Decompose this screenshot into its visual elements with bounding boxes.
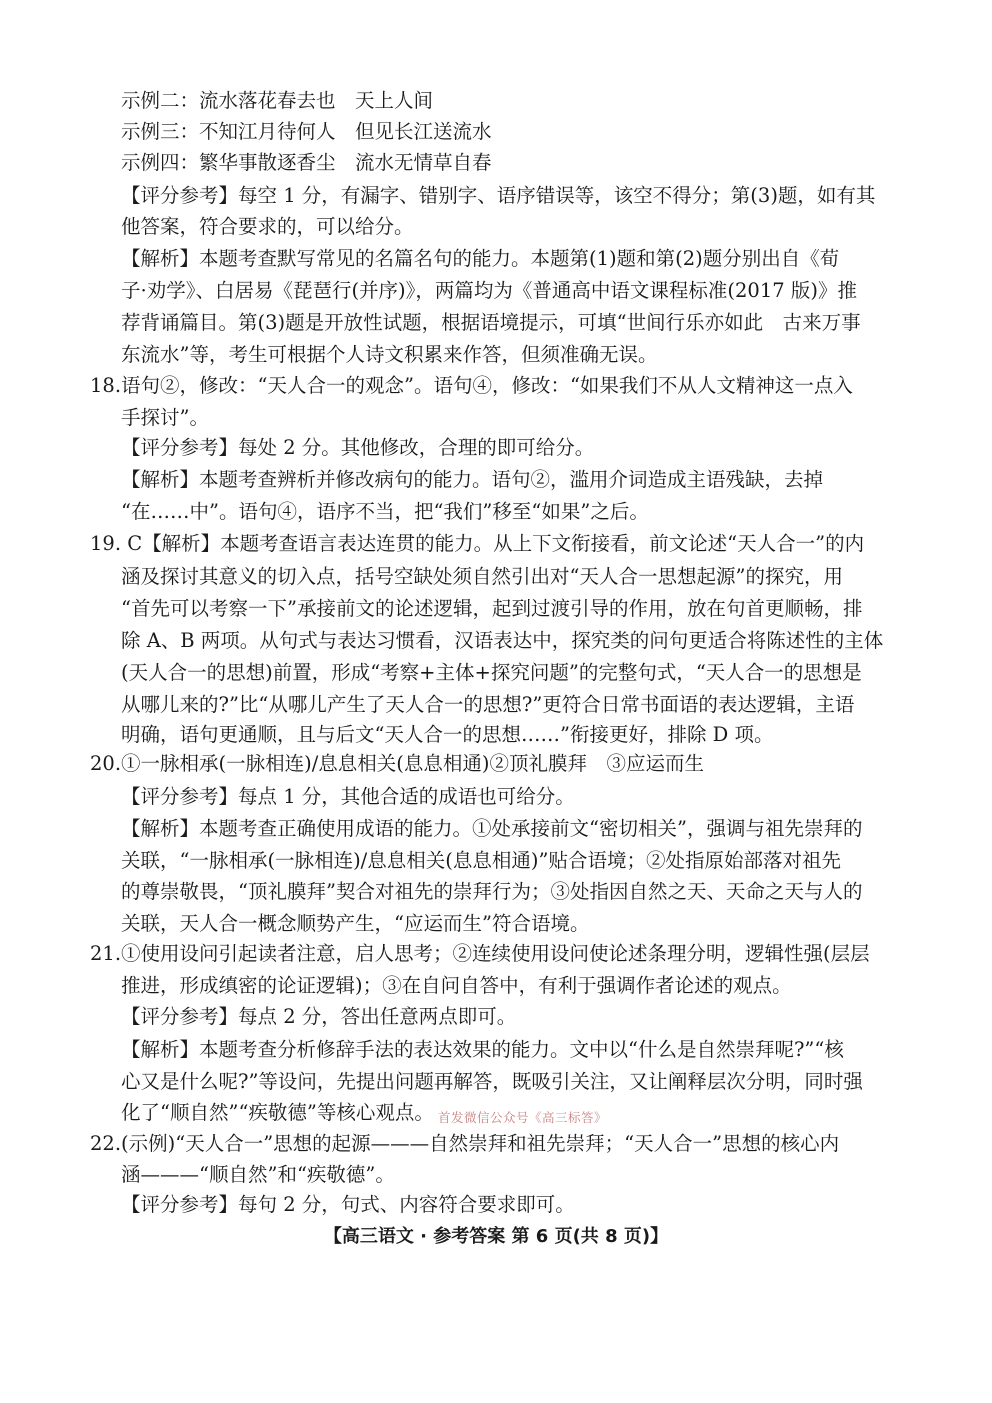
q20-answer: 20.①一脉相承(一脉相连)/息息相关(息息相通)②顶礼膜拜 ③应运而生 xyxy=(90,752,705,775)
q18-analysis-line-2: “在……中”。语句④，语序不当，把“我们”移至“如果”之后。 xyxy=(121,500,649,523)
q19-line-4: 除 A、B 两项。从句式与表达习惯看，汉语表达中，探究类的问句更适合将陈述性的主体 xyxy=(121,629,884,652)
q17-scoring-line-1: 【评分参考】每空 1 分，有漏字、错别字、语序错误等，该空不得分；第(3)题，如有其 xyxy=(121,184,876,207)
q18-answer-line-2: 手探讨”。 xyxy=(121,406,209,429)
q20-analysis-line-4: 关联，天人合一概念顺势产生，“应运而生”符合语境。 xyxy=(121,912,590,935)
q22-answer-line-1: 22.(示例)“天人合一”思想的起源———自然崇拜和祖先崇拜；“天人合一”思想的核心内 xyxy=(90,1132,840,1155)
q21-answer-line-1: 21.①使用设问引起读者注意，启人思考；②连续使用设问使论述条理分明，逻辑性强(层层 xyxy=(90,942,870,965)
q21-scoring: 【评分参考】每点 2 分，答出任意两点即可。 xyxy=(121,1005,517,1028)
q17-analysis-line-1: 【解析】本题考查默写常见的名篇名句的能力。本题第(1)题和第(2)题分别出自《荀 xyxy=(121,247,840,270)
watermark: 首发微信公众号《高三标答》 xyxy=(438,1110,608,1125)
q22-scoring: 【评分参考】每句 2 分，句式、内容符合要求即可。 xyxy=(121,1193,575,1216)
example-3-line: 示例三：不知江月待何人 但见长江送流水 xyxy=(121,120,492,143)
q18-answer-line-1: 18.语句②，修改：“天人合一的观念”。语句④，修改：“如果我们不从人文精神这一点入 xyxy=(90,374,853,397)
example-2-line: 示例二：流水落花春去也 天上人间 xyxy=(121,89,434,112)
q18-scoring: 【评分参考】每处 2 分。其他修改，合理的即可给分。 xyxy=(121,436,595,459)
q19-line-7: 明确，语句更通顺，且与后文“天人合一的思想……”衔接更好，排除 D 项。 xyxy=(121,723,774,746)
q19-line-3: “首先可以考察一下”承接前文的论述逻辑，起到过渡引导的作用，放在句首更顺畅，排 xyxy=(121,597,863,620)
q21-answer-line-2: 推进，形成缜密的论证逻辑)；③在自问自答中，有利于强调作者论述的观点。 xyxy=(121,974,792,997)
q18-analysis-line-1: 【解析】本题考查辨析并修改病句的能力。语句②，滥用介词造成主语残缺，去掉 xyxy=(121,468,824,491)
q19-line-6: 从哪儿来的?”比“从哪儿产生了天人合一的思想?”更符合日常书面语的表达逻辑，主语 xyxy=(121,693,855,716)
q20-analysis-line-3: 的尊崇敬畏，“顶礼膜拜”契合对祖先的崇拜行为；③处指因自然之天、天命之天与人的 xyxy=(121,880,863,903)
q17-analysis-line-2: 子·劝学》、白居易《琵琶行(并序)》，两篇均为《普通高中语文课程标准(2017 版)》推 xyxy=(121,279,857,302)
q21-analysis-line-2: 心又是什么呢?”等设问，先提出问题再解答，既吸引关注，又让阐释层次分明，同时强 xyxy=(121,1070,863,1093)
q20-analysis-line-1: 【解析】本题考查正确使用成语的能力。①处承接前文“密切相关”，强调与祖先崇拜的 xyxy=(121,817,863,840)
q20-scoring: 【评分参考】每点 1 分，其他合适的成语也可给分。 xyxy=(121,785,575,808)
q17-scoring-line-2: 他答案，符合要求的，可以给分。 xyxy=(121,215,414,238)
q22-answer-line-2: 涵———“顺自然”和“疾敬德”。 xyxy=(121,1163,395,1186)
q17-analysis-line-4: 东流水”等，考生可根据个人诗文积累来作答，但须准确无误。 xyxy=(121,343,658,366)
page-footer: 【高三语文 · 参考答案 第 6 页(共 8 页)】 xyxy=(323,1226,669,1247)
q19-line-5: (天人合一的思想)前置，形成“考察+主体+探究问题”的完整句式，“天人合一的思想是 xyxy=(121,661,862,684)
example-4-line: 示例四：繁华事散逐香尘 流水无情草自春 xyxy=(121,151,492,174)
q19-line-2: 涵及探讨其意义的切入点，括号空缺处须自然引出对“天人合一思想起源”的探究，用 xyxy=(121,565,843,588)
q19-line-1: 19. C【解析】本题考查语言表达连贯的能力。从上下文衔接看，前文论述“天人合一”的内 xyxy=(90,532,865,555)
q17-analysis-line-3: 荐背诵篇目。第(3)题是开放性试题，根据语境提示，可填“世间行乐亦如此 古来万事 xyxy=(121,311,861,334)
q21-analysis-line-1: 【解析】本题考查分析修辞手法的表达效果的能力。文中以“什么是自然崇拜呢?”“核 xyxy=(121,1038,844,1061)
q20-analysis-line-2: 关联，“一脉相承(一脉相连)/息息相关(息息相通)”贴合语境；②处指原始部落对祖先 xyxy=(121,849,841,872)
q21-analysis-line-3: 化了“顺自然”“疾敬德”等核心观点。 xyxy=(121,1101,434,1124)
